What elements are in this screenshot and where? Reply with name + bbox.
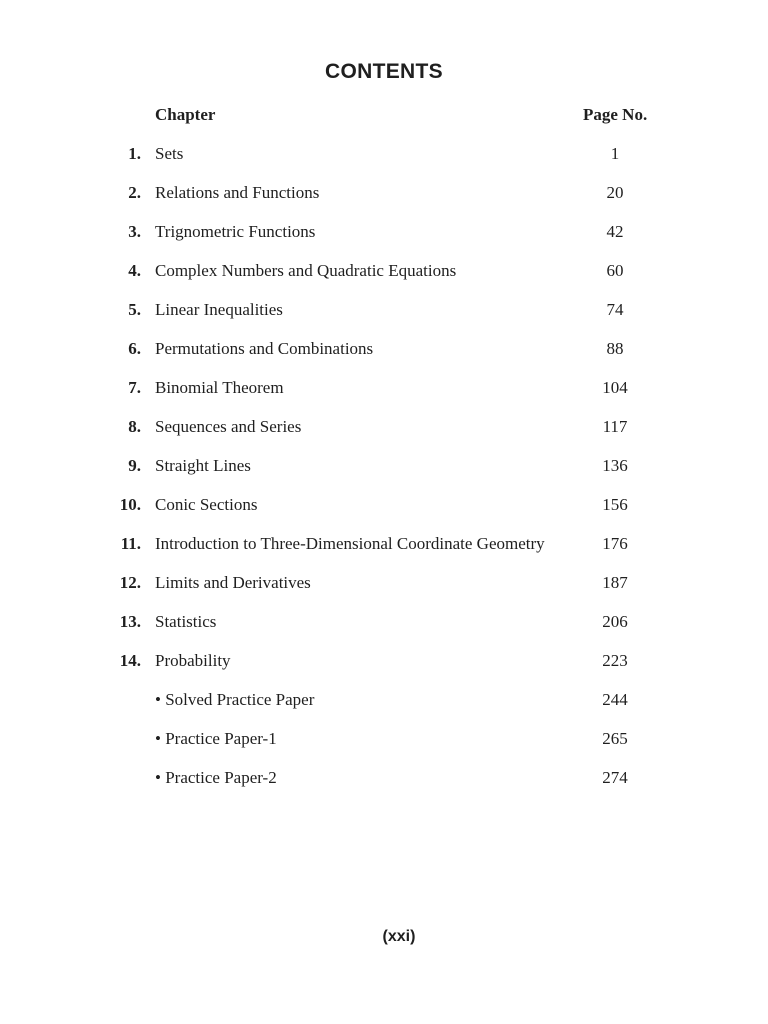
chapter-number: 12. xyxy=(119,573,141,592)
chapter-title: Complex Numbers and Quadratic Equations xyxy=(155,261,457,280)
page-column-header: Page No. xyxy=(583,105,648,124)
chapter-title: Probability xyxy=(155,651,231,670)
chapter-number: 11. xyxy=(120,534,141,553)
toc-row xyxy=(0,142,768,181)
chapter-title: Limits and Derivatives xyxy=(155,573,311,592)
toc-header xyxy=(0,105,768,129)
toc-row xyxy=(0,610,768,649)
page-number: 223 xyxy=(602,651,628,670)
page-number: 88 xyxy=(606,339,624,358)
toc-row xyxy=(0,298,768,337)
chapter-number: 7. xyxy=(128,378,141,397)
chapter-title: Conic Sections xyxy=(155,495,258,514)
page-folio: (xxi) xyxy=(382,928,416,945)
chapter-title: Statistics xyxy=(155,612,217,631)
chapter-title: Trignometric Functions xyxy=(155,222,316,241)
appendix-title: • Practice Paper-1 xyxy=(155,729,277,748)
toc-row xyxy=(0,181,768,220)
toc-row xyxy=(0,493,768,532)
page-number: 265 xyxy=(602,729,628,748)
chapter-number: 1. xyxy=(128,144,141,163)
chapter-title: Sequences and Series xyxy=(155,417,302,436)
toc-row xyxy=(0,337,768,376)
page-number: 156 xyxy=(602,495,628,514)
page-number: 176 xyxy=(602,534,628,553)
toc-row xyxy=(0,376,768,415)
page-number: 1 xyxy=(610,144,620,163)
toc-row xyxy=(0,727,768,766)
chapter-title: Straight Lines xyxy=(155,456,251,475)
toc-row xyxy=(0,220,768,259)
chapter-number: 8. xyxy=(128,417,141,436)
chapter-number: 14. xyxy=(119,651,141,670)
chapter-number: 4. xyxy=(128,261,141,280)
page-number: 42 xyxy=(606,222,624,241)
page-title: CONTENTS xyxy=(325,60,443,83)
page-number: 117 xyxy=(602,417,628,436)
toc-row xyxy=(0,415,768,454)
appendix-title: • Solved Practice Paper xyxy=(155,690,315,709)
chapter-title: Relations and Functions xyxy=(155,183,320,202)
chapter-number: 6. xyxy=(128,339,141,358)
chapter-title: Sets xyxy=(155,144,184,163)
page-number: 244 xyxy=(602,690,628,709)
chapter-title: Linear Inequalities xyxy=(155,300,283,319)
chapter-title: Permutations and Combinations xyxy=(155,339,374,358)
chapter-title: Binomial Theorem xyxy=(155,378,284,397)
chapter-column-header: Chapter xyxy=(155,105,216,124)
chapter-number: 13. xyxy=(119,612,141,631)
toc-row xyxy=(0,766,768,805)
toc-row xyxy=(0,688,768,727)
toc-row xyxy=(0,259,768,298)
toc-row xyxy=(0,649,768,688)
chapter-title: Introduction to Three-Dimensional Coordinate Geometry xyxy=(155,534,545,553)
appendix-title: • Practice Paper-2 xyxy=(155,768,277,787)
chapter-number: 9. xyxy=(128,456,141,475)
page-number: 20 xyxy=(606,183,624,202)
page-number: 274 xyxy=(602,768,628,787)
page-number: 74 xyxy=(606,300,624,319)
page-number: 136 xyxy=(602,456,628,475)
toc-row xyxy=(0,532,768,571)
chapter-number: 10. xyxy=(119,495,141,514)
toc-list xyxy=(0,142,768,805)
page-number: 187 xyxy=(602,573,628,592)
toc-row xyxy=(0,571,768,610)
page-number: 60 xyxy=(606,261,624,280)
toc-row xyxy=(0,454,768,493)
chapter-number: 2. xyxy=(128,183,141,202)
page-number: 104 xyxy=(602,378,628,397)
page-number: 206 xyxy=(602,612,628,631)
chapter-number: 5. xyxy=(128,300,141,319)
chapter-number: 3. xyxy=(128,222,141,241)
